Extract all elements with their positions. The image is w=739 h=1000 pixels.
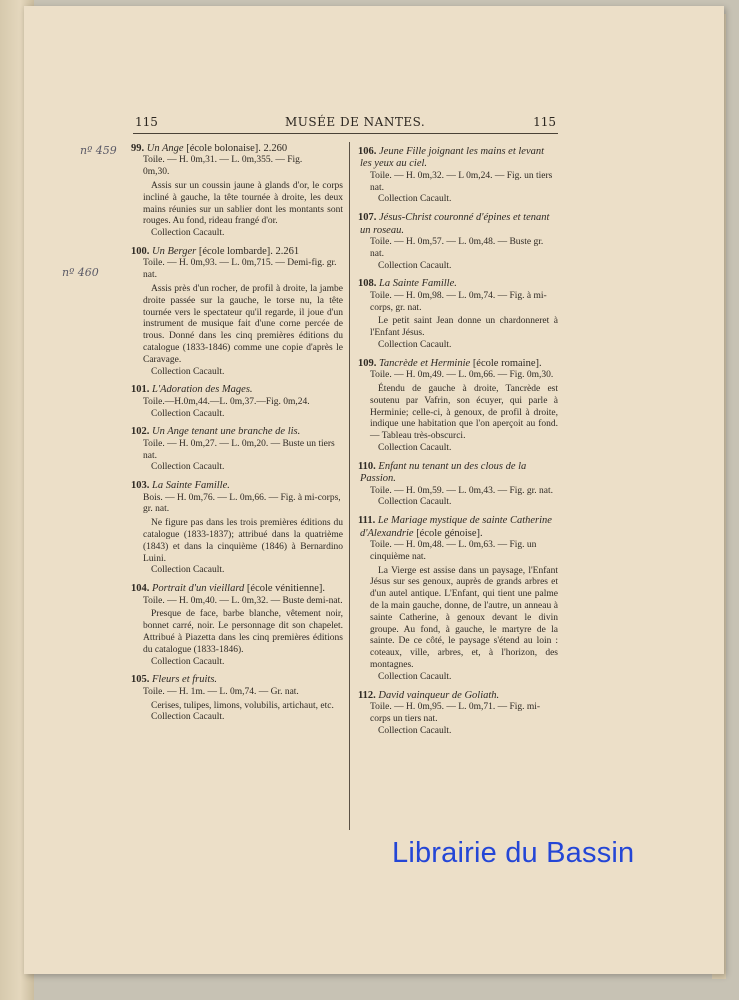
- entry-dimensions: Toile. — H. 0m,49. — L. 0m,66. — Fig. 0m,30.: [370, 370, 554, 381]
- entry-number: 108.: [358, 278, 377, 290]
- entry-dimensions: Toile. — H. 1m. — L. 0m,74. — Gr. nat.: [143, 686, 299, 697]
- entry-description: Le petit saint Jean donne un chardonneret à l'Enfant Jésus.: [370, 316, 558, 339]
- entry-dimensions: 0m,30.: [143, 167, 170, 178]
- entry-number: 103.: [131, 480, 150, 492]
- margin-note-460: nº 460: [62, 266, 99, 279]
- entry-dimensions: Toile. — H. 0m,48. — L. 0m,63. — Fig. un cinquième nat.: [370, 540, 537, 562]
- entry-description: Étendu de gauche à droite, Tancrède est soutenu par Vafrin, son écuyer, qui parle à Herminie; celle-ci, à genoux, de profil à droite, indique une habitation que l'on aperçoit au fond. — Tableau très-obscurci.: [370, 384, 558, 442]
- catalog-entry: [133, 143, 343, 240]
- entry-collection: Collection Cacault.: [378, 442, 452, 453]
- entry-dimensions: Toile. — H. 0m,93. — L. 0m,715. — Demi-fig. gr. nat.: [143, 258, 337, 281]
- running-header: [133, 107, 558, 134]
- catalog-entry: [360, 212, 558, 272]
- entry-title: [133, 480, 343, 492]
- entry-collection: Collection Cacault.: [378, 497, 452, 508]
- entry-title-text: La Sainte Famille.: [379, 278, 457, 290]
- entry-collection: Collection Cacault.: [151, 462, 225, 473]
- entry-title: [360, 212, 558, 237]
- watermark-text: Librairie du Bassin: [392, 837, 635, 869]
- entry-title-text: Le Mariage mystique de sainte Catherine d'Alexandrie: [360, 515, 552, 539]
- entry-number: 107.: [358, 212, 377, 224]
- entry-number: 109.: [358, 357, 377, 369]
- entry-title-text: La Sainte Famille.: [152, 480, 230, 492]
- entry-collection: Collection Cacault.: [378, 340, 452, 350]
- entry-title-text: Un Ange tenant une branche de lis.: [152, 426, 301, 438]
- entry-school: [école bolonaise]. 2.260: [186, 143, 288, 154]
- margin-note-459: nº 459: [80, 144, 117, 157]
- entry-title-text: Un Ange: [146, 143, 184, 154]
- entry-dimensions: Toile. — H. 0m,95. — L. 0m,71. — Fig. mi-corps un tiers nat.: [370, 701, 541, 724]
- entry-number: 101.: [131, 384, 150, 396]
- entry-dimensions: Toile. — H. 0m,59. — L. 0m,43. — Fig. gr. nat.: [370, 485, 553, 496]
- entry-description: Ne figure pas dans les trois premières éditions du catalogue (1833-1837); attribué dans la quatrième (1843) et dans la cinquième (1846) à Bernardino Luini.: [143, 518, 343, 564]
- catalog-entry: [360, 690, 558, 738]
- entry-school: [école vénitienne].: [246, 583, 326, 595]
- entry-title: [360, 690, 558, 702]
- entry-dimensions: Bois. — H. 0m,76. — L. 0m,66. — Fig. à mi-corps, gr. nat.: [143, 492, 341, 515]
- header-title: MUSÉE DE NANTES.: [285, 115, 426, 129]
- entry-dimensions: Toile. — H. 0m,40. — L. 0m,32. — Buste demi-nat.: [143, 595, 343, 606]
- entry-title: [133, 674, 343, 686]
- catalog-entry: [133, 246, 343, 378]
- entry-collection: Collection Cacault.: [378, 671, 452, 682]
- entry-title: [133, 583, 343, 595]
- entry-title: [133, 246, 343, 258]
- entry-description: Presque de face, barbe blanche, vêtement noir, bonnet carré, noir. Le personnage dit son chapelet. Attribué à Piazetta dans les cinq premières éditions du catalogue (1833-1846).: [143, 609, 343, 655]
- catalog-entry: [133, 674, 343, 724]
- entry-title-text: Portrait d'un vieillard: [152, 583, 245, 595]
- entry-description: La Vierge est assise dans un paysage, l'Enfant Jésus sur ses genoux, auprès de grands arbres et d'un autel antique. L'Enfant, qui tient une palme de la main gauche, donne, de l'autre, un anneau à sainte Catherine, à genoux devant le divin groupe. Au fond, à gauche, le martyre de la sainte. De ce côté, le paysage s'étend au loin : coteaux, ville, arbres, et, à l'horizon, des montagnes.: [370, 565, 558, 670]
- entry-dimensions: Toile. — H. 0m,57. — L. 0m,48. — Buste gr. nat.: [370, 237, 544, 259]
- entry-dimensions: Toile. — H. 0m,27. — L. 0m,20. — Buste un tiers nat.: [143, 438, 335, 461]
- entry-number: 106.: [358, 146, 377, 157]
- entry-collection: Collection Cacault.: [378, 260, 452, 271]
- catalog-entry: [133, 426, 343, 474]
- entry-description: Cerises, tulipes, limons, volubilis, artichaut, etc.: [151, 700, 334, 711]
- entry-school: [école lombarde]. 2.261: [198, 245, 300, 257]
- right-column: [360, 146, 558, 743]
- catalog-entry: [133, 480, 343, 577]
- entry-title-text: David vainqueur de Goliath.: [378, 689, 500, 701]
- entry-title: [360, 358, 558, 370]
- entry-description: Assis sur un coussin jaune à glands d'or, le corps incliné à gauche, la tête tournée à droite, les deux mains réunies sur un sablier dont les montants sont rouges. Au fond, rideau frangé d'or.: [143, 181, 343, 227]
- left-column: [133, 143, 343, 730]
- entry-title: [360, 278, 558, 290]
- entry-title: [133, 426, 343, 438]
- entry-number: 100.: [131, 245, 150, 257]
- entry-collection: Collection Cacault.: [151, 712, 225, 723]
- catalog-entry: [133, 384, 343, 420]
- entry-collection: Collection Cacault.: [151, 366, 225, 377]
- entry-collection: Collection Cacault.: [151, 656, 225, 667]
- entry-dimensions: Toile.—H.0m,44.—L. 0m,37.—Fig. 0m,24.: [143, 396, 310, 407]
- entry-title-text: Tancrède et Herminie: [379, 357, 471, 369]
- catalog-entry: [360, 278, 558, 351]
- catalog-entry: [360, 146, 558, 206]
- entry-title-text: Jésus-Christ couronné d'épines et tenant un roseau.: [360, 212, 550, 236]
- entry-collection: Collection Cacault.: [151, 408, 225, 419]
- entry-dimensions: Toile. — H. 0m,31. — L. 0m,355. — Fig.: [143, 155, 303, 166]
- page-number-left: 115: [135, 115, 158, 129]
- entry-title: [133, 143, 343, 155]
- entry-title-text: Enfant nu tenant un des clous de la Passion.: [360, 460, 527, 485]
- entry-number: 99.: [131, 143, 145, 154]
- entry-number: 112.: [358, 689, 376, 701]
- entry-number: 111.: [358, 515, 376, 527]
- catalog-entry: [360, 461, 558, 509]
- catalog-entry: [360, 358, 558, 455]
- entry-title-text: Un Berger: [152, 245, 197, 257]
- entry-title-text: Fleurs et fruits.: [152, 674, 218, 686]
- page-number-right: 115: [533, 115, 556, 129]
- entry-school: [école génoise].: [416, 527, 483, 539]
- entry-school: [école romaine].: [472, 357, 542, 369]
- entry-number: 104.: [131, 583, 150, 595]
- entry-title-text: L'Adoration des Mages.: [152, 384, 253, 396]
- entry-number: 110.: [358, 460, 376, 472]
- entry-description: Assis près d'un rocher, de profil à droite, la jambe droite passée sur la gauche, le torse nu, la tête tournée vers le spectateur qu'il regarde, il joue d'un instrument de musique fait d'une corne percée de trous. Donné dans les cinq premières éditions du catalogue (1833-1846) comme une copie d'après le Caravage.: [143, 283, 343, 365]
- entry-dimensions: Toile. — H. 0m,98. — L. 0m,74. — Fig. à mi-corps, gr. nat.: [370, 290, 547, 313]
- entry-collection: Collection Cacault.: [378, 725, 452, 736]
- catalog-entry: [360, 515, 558, 683]
- catalog-entry: [133, 583, 343, 668]
- entry-dimensions: Toile. — H. 0m,32. — L 0m,24. — Fig. un tiers nat.: [370, 170, 553, 193]
- entry-title: [360, 515, 558, 540]
- entry-title: [133, 384, 343, 396]
- entry-collection: Collection Cacault.: [151, 228, 225, 239]
- entry-number: 102.: [131, 426, 150, 438]
- entry-number: 105.: [131, 674, 150, 686]
- column-divider: [349, 142, 350, 830]
- entry-collection: Collection Cacault.: [151, 565, 225, 576]
- entry-title: [360, 146, 558, 171]
- entry-collection: Collection Cacault.: [378, 194, 452, 205]
- entry-title-text: Jeune Fille joignant les mains et levant les yeux au ciel.: [360, 146, 545, 170]
- entry-title: [360, 461, 558, 486]
